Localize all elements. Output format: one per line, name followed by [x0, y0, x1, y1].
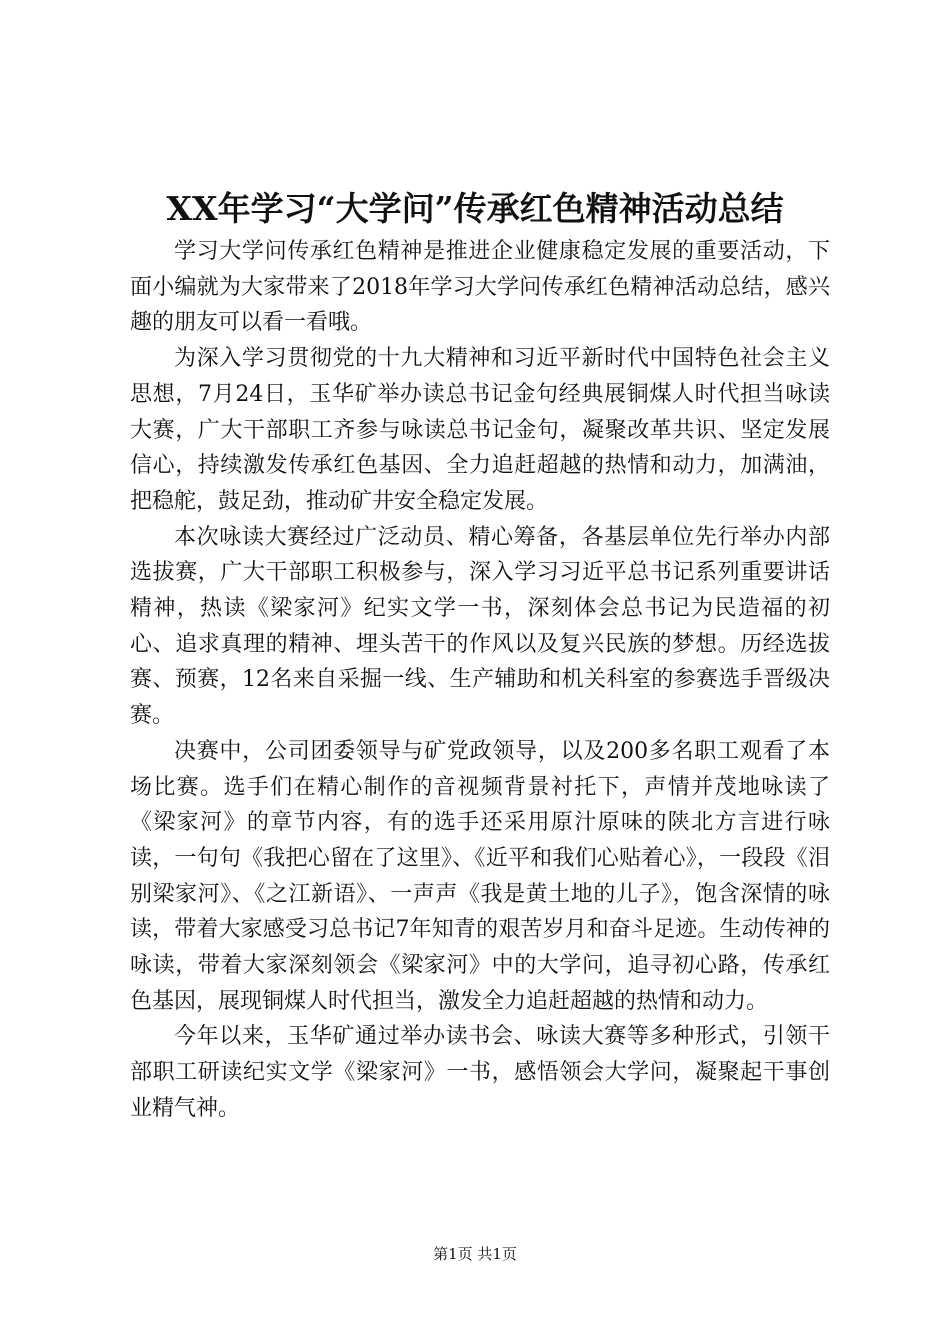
document-title: XX年学习“大学问”传承红色精神活动总结: [166, 189, 784, 228]
page-footer: 第1页 共1页: [433, 1245, 517, 1263]
paragraph-intro: 学习大学问传承红色精神是推进企业健康稳定发展的重要活动，下面小编就为大家带来了2018年学习大学问传承红色精神活动总结，感兴趣的朋友可以看一看哦。: [130, 239, 830, 336]
paragraph-preparation: 本次咏读大赛经过广泛动员、精心筹备，各基层单位先行举办内部选拔赛，广大干部职工积极参与，深入学习习近平总书记系列重要讲话精神，热读《梁家河》纪实文学一书，深刻体会总书记为民造福的初心、追求真理的精神、埋头苦干的作风以及复兴民族的梦想。历经选拔赛、预赛，12名来自采掘一线、生产辅助和机关科室的参赛选手晋级决赛。: [130, 524, 830, 729]
paragraph-final: 决赛中，公司团委领导与矿党政领导，以及200多名职工观看了本场比赛。选手们在精心制作的音视频背景衬托下，声情并茂地咏读了《梁家河》的章节内容，有的选手还采用原汁原味的陕北方言进行咏读，一句句《我把心留在了这里》、《近平和我们心贴着心》，一段段《泪别梁家河》、《之江新语》、一声声《我是黄土地的儿子》，饱含深情的咏读，带着大家感受习总书记7年知青的艰苦岁月和奋斗足迹。生动传神的咏读，带着大家深刻领会《梁家河》中的大学问，追寻初心路，传承红色基因，展现铜煤人时代担当，激发全力追赶超越的热情和动力。: [130, 738, 830, 1014]
paragraph-conclusion: 今年以来，玉华矿通过举办读书会、咏读大赛等多种形式，引领干部职工研读纪实文学《梁家河》一书，感悟领会大学问，凝聚起干事创业精气神。: [130, 1024, 830, 1121]
document-body: [130, 234, 830, 1127]
paragraph-event: 为深入学习贯彻党的十九大精神和习近平新时代中国特色社会主义思想，7月24日，玉华矿举办读总书记金句经典展铜煤人时代担当咏读大赛，广大干部职工齐参与咏读总书记金句，凝聚改革共识、坚定发展信心，持续激发传承红色基因、全力追赶超越的热情和动力，加满油，把稳舵，鼓足劲，推动矿井安全稳定发展。: [130, 346, 830, 514]
